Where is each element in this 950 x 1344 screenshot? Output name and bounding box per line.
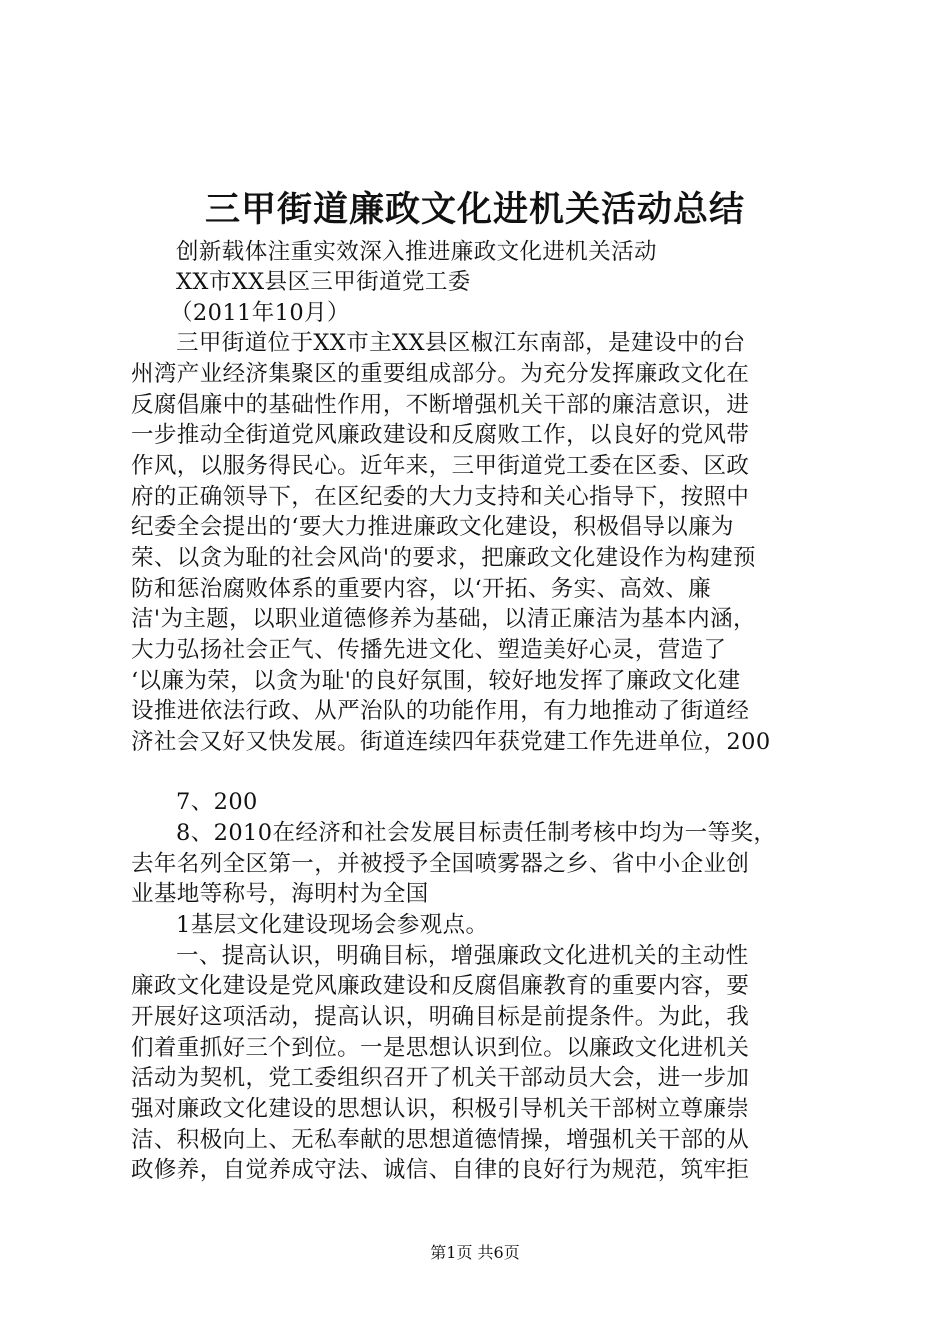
subtitle-line: 创新载体注重实效深入推进廉政文化进机关活动	[176, 239, 657, 265]
body-line: 去年名列全区第一，并被授予全国喷雾器之乡、省中小企业创	[131, 851, 750, 877]
body-line: 洁'为主题，以职业道德修养为基础，以清正廉洁为基本内涵，	[131, 606, 756, 632]
body-line: 洁、积极向上、无私奉献的思想道德情操，增强机关干部的从	[131, 1127, 750, 1153]
body-line: 三甲街道位于XX市主XX县区椒江东南部，是建设中的台	[176, 330, 746, 356]
body-line: 大力弘扬社会正气、传播先进文化、塑造美好心灵，营造了	[131, 637, 727, 663]
body-line: 一步推动全街道党风廉政建设和反腐败工作，以良好的党风带	[131, 422, 750, 448]
body-line: ‘以廉为荣，以贪为耻'的良好氛围，较好地发挥了廉政文化建	[131, 668, 741, 694]
page-footer: 第1页 共6页	[430, 1243, 520, 1262]
body-line: 业基地等称号，海明村为全国	[131, 881, 429, 907]
body-line: 济社会又好又快发展。街道连续四年获党建工作先进单位，200	[131, 729, 771, 755]
body-line: 作风，以服务得民心。近年来，三甲街道党工委在区委、区政	[131, 453, 750, 479]
date-line: （2011年10月）	[170, 300, 350, 326]
body-line: 州湾产业经济集聚区的重要组成部分。为充分发挥廉政文化在	[131, 361, 750, 387]
body-line: 纪委全会提出的‘要大力推进廉政文化建设，积极倡导以廉为	[131, 514, 734, 540]
body-line: 开展好这项活动，提高认识，明确目标是前提条件。为此，我	[131, 1004, 750, 1030]
body-line: 活动为契机，党工委组织召开了机关干部动员大会，进一步加	[131, 1065, 750, 1091]
body-line: 8、2010在经济和社会发展目标责任制考核中均为一等奖，	[176, 820, 777, 846]
body-line: 们着重抓好三个到位。一是思想认识到位。以廉政文化进机关	[131, 1035, 750, 1061]
body-line: 荣、以贪为耻的社会风尚'的要求，把廉政文化建设作为构建预	[131, 545, 756, 571]
body-line: 反腐倡廉中的基础性作用，不断增强机关干部的廉洁意识，进	[131, 392, 750, 418]
document-title: 三甲街道廉政文化进机关活动总结	[204, 189, 745, 230]
body-line: 政修养，自觉养成守法、诚信、自律的良好行为规范，筑牢拒	[131, 1157, 750, 1183]
section-heading: 一、提高认识，明确目标，增强廉政文化进机关的主动性	[176, 943, 749, 969]
body-line: 1基层文化建设现场会参观点。	[176, 912, 489, 938]
body-line: 廉政文化建设是党风廉政建设和反腐倡廉教育的重要内容，要	[131, 973, 750, 999]
author-line: XX市XX县区三甲街道党工委	[176, 269, 471, 295]
body-line: 7、200	[176, 789, 258, 815]
body-line: 设推进依法行政、从严治队的功能作用，有力地推动了街道经	[131, 698, 750, 724]
body-line: 府的正确领导下，在区纪委的大力支持和关心指导下，按照中	[131, 484, 750, 510]
body-line: 强对廉政文化建设的思想认识，积极引导机关干部树立尊廉崇	[131, 1096, 750, 1122]
body-line: 防和惩治腐败体系的重要内容，以‘开拓、务实、高效、廉	[131, 576, 712, 602]
